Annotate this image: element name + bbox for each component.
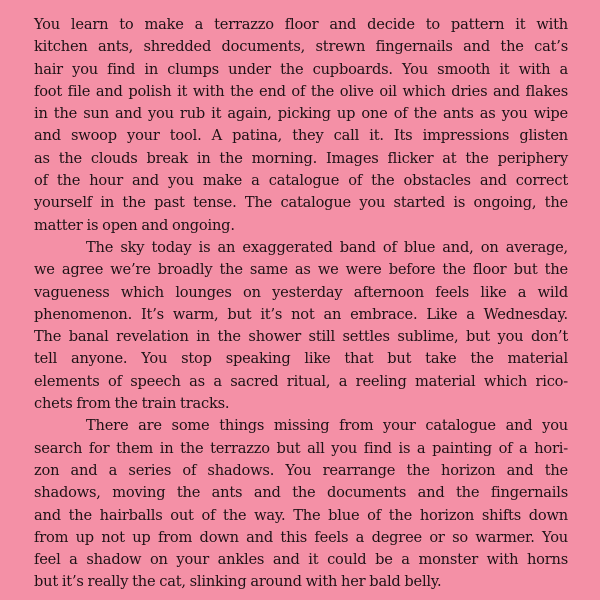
text-line: There are some things missing from your catalogue and you [86, 417, 568, 435]
text-line: The banal revelation in the shower still settles sublime, but you don’t [34, 328, 568, 346]
text-line: chets from the train tracks. [34, 395, 230, 413]
paragraph-3 [34, 415, 568, 593]
text-line: feel a shadow on your ankles and it could be a monster with horns [34, 551, 568, 569]
text-line: but it’s really the cat, slinking around with her bald belly. [34, 573, 442, 591]
text-line: yourself in the past tense. The catalogue you started is ongoing, the [34, 194, 568, 212]
text-line: kitchen ants, shredded documents, strewn fingernails and the cat’s [34, 38, 568, 56]
text-line: we agree we’re broadly the same as we were before the floor but the [34, 261, 568, 279]
text-line: as the clouds break in the morning. Images flicker at the periphery [34, 149, 568, 167]
text-line: phenomenon. It’s warm, but it’s not an embrace. Like a Wednesday. [34, 305, 568, 323]
text-line: The sky today is an exaggerated band of blue and, on average, [86, 238, 568, 256]
text-line: foot file and polish it with the end of the olive oil which dries and flakes [34, 82, 568, 100]
paragraph-2 [34, 237, 568, 415]
text-line: shadows, moving the ants and the documents and the fingernails [34, 484, 568, 502]
text-line: from up not up from down and this feels a degree or so warmer. You [34, 528, 568, 546]
text-line: vagueness which lounges on yesterday afternoon feels like a wild [34, 283, 568, 301]
text-line: hair you find in clumps under the cupboards. You smooth it with a [34, 60, 568, 78]
text-line: zon and a series of shadows. You rearrange the horizon and the [34, 461, 568, 479]
text-line: tell anyone. You stop speaking like that but take the material [34, 350, 568, 368]
text-line: matter is open and ongoing. [34, 216, 235, 234]
text-line: and swoop your tool. A patina, they call it. Its impressions glisten [34, 127, 568, 145]
text-line: and the hairballs out of the way. The blue of the horizon shifts down [34, 506, 568, 524]
text-page [34, 14, 568, 591]
text-line: You learn to make a terrazzo floor and decide to pattern it with [34, 16, 568, 33]
text-line: elements of speech as a sacred ritual, a reeling material which rico- [34, 372, 568, 390]
text-line: in the sun and you rub it again, picking up one of the ants as you wipe [34, 105, 568, 123]
text-line: of the hour and you make a catalogue of the obstacles and correct [34, 172, 568, 190]
text-line: search for them in the terrazzo but all you find is a painting of a hori- [34, 439, 568, 457]
paragraph-1 [34, 14, 568, 237]
